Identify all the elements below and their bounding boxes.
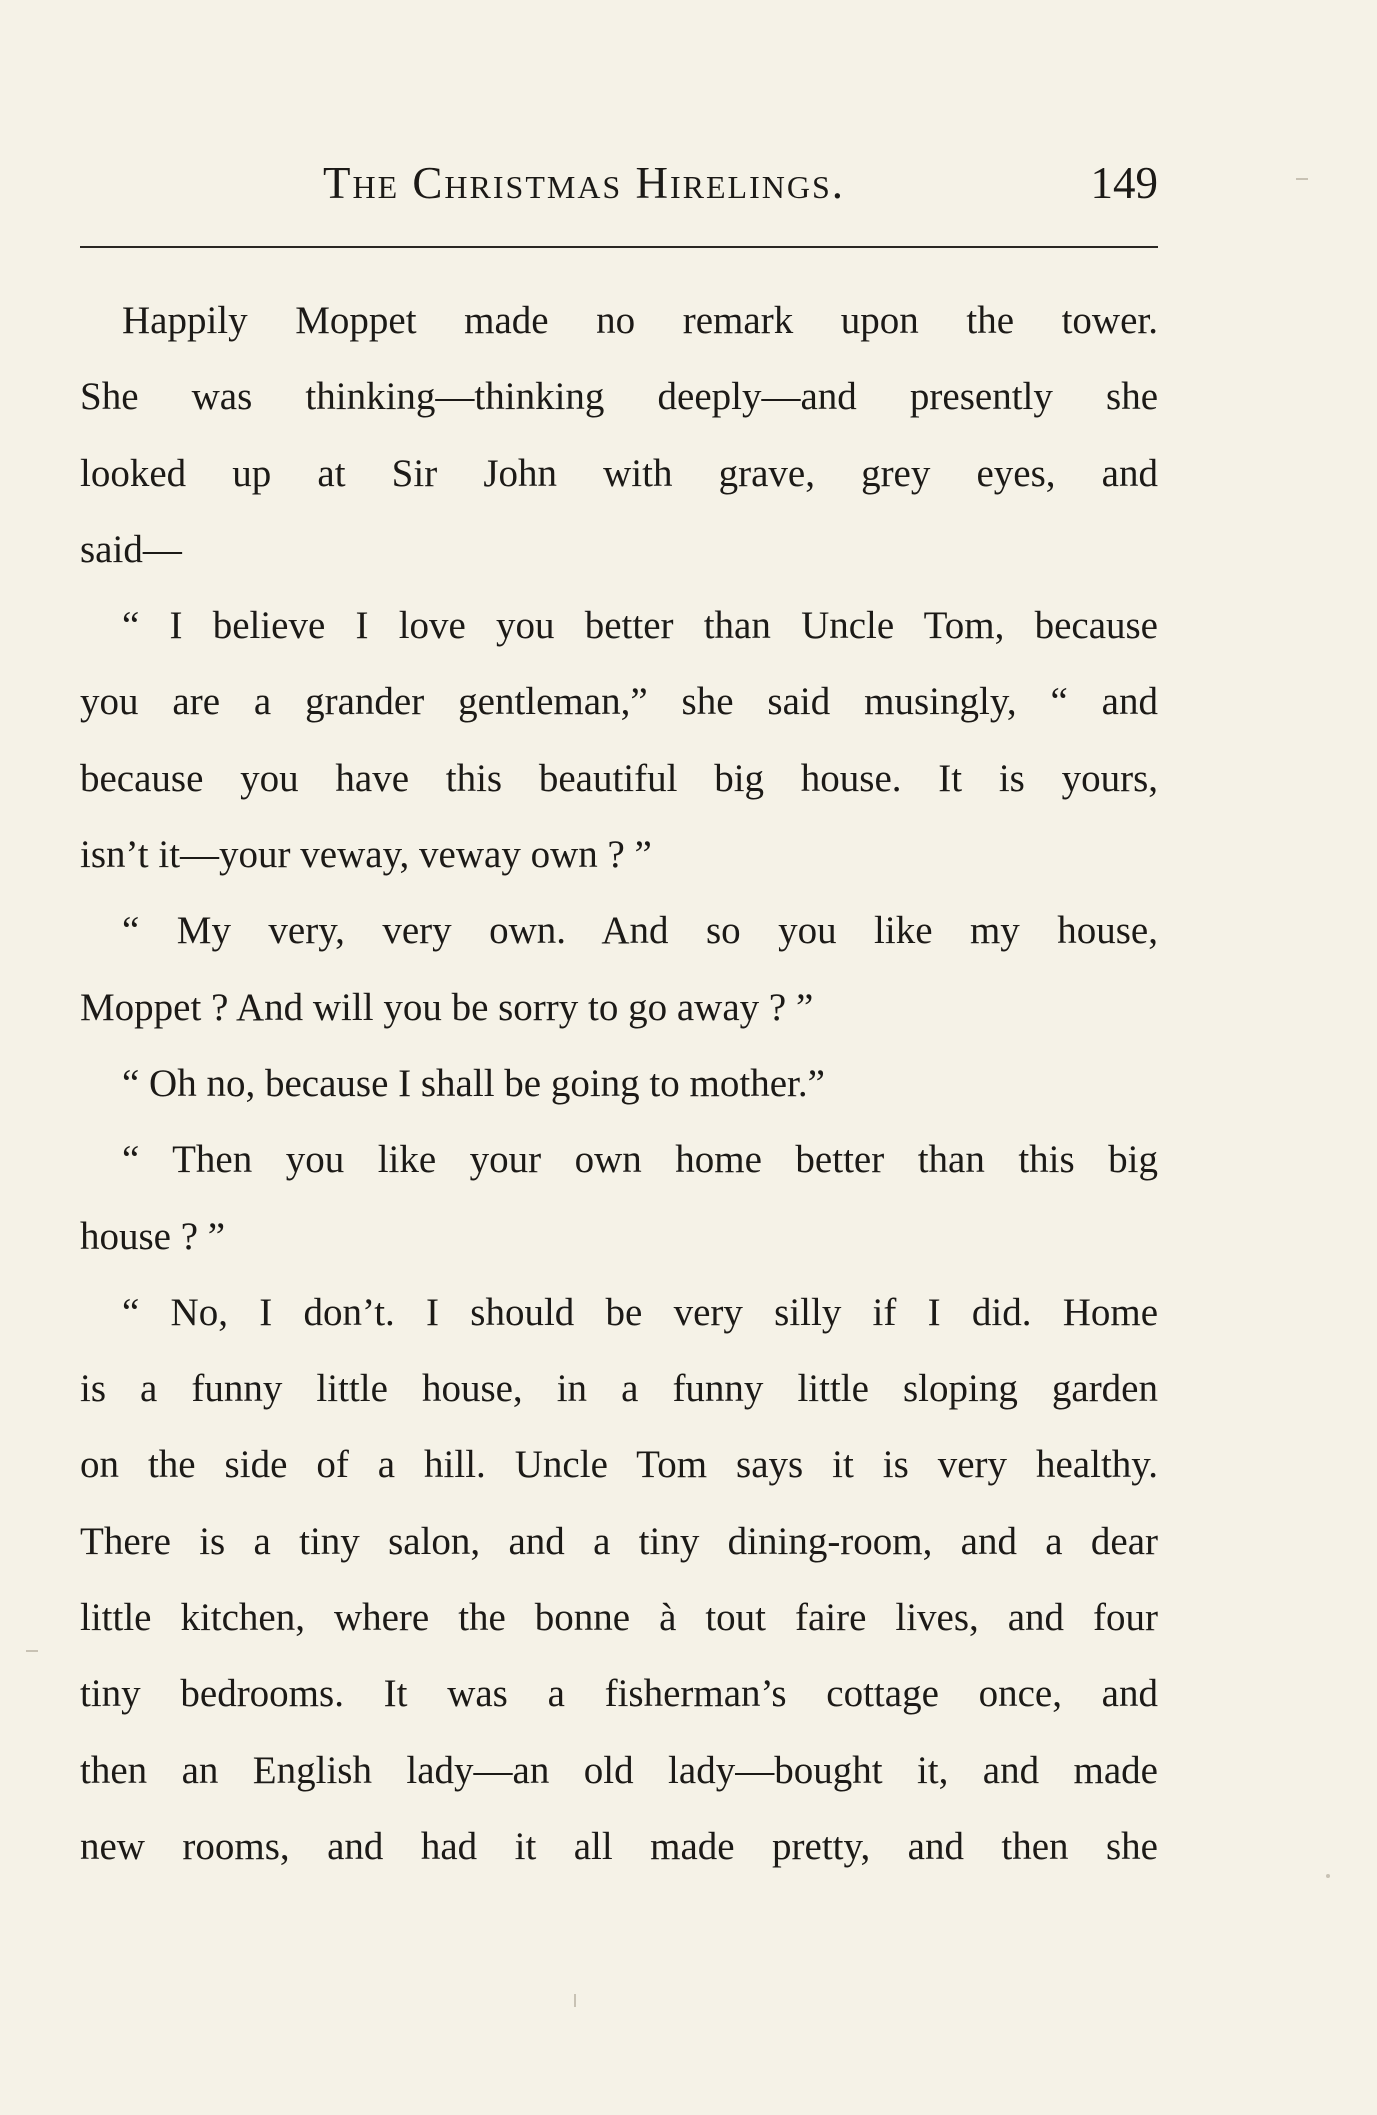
text-line: on the side of a hill. Uncle Tom says it is very healthy.	[80, 1443, 1158, 1487]
text-line: because you have this beautiful big house. It is yours,	[80, 756, 1158, 800]
text-line: “ I believe I love you better than Uncle Tom, because	[122, 604, 1158, 648]
text-line: There is a tiny salon, and a tiny dining-room, and a dear	[80, 1519, 1158, 1563]
scan-speck	[574, 1994, 576, 2007]
text-line: “ Then you like your own home better than this big	[122, 1138, 1158, 1182]
text-line: is a funny little house, in a funny little sloping garden	[80, 1367, 1158, 1411]
page-number: 149	[1090, 158, 1158, 208]
header-rule	[80, 246, 1158, 248]
text-line: you are a grander gentleman,” she said musingly, “ and	[80, 680, 1158, 724]
scan-speck	[1296, 178, 1308, 180]
text-line: then an English lady—an old lady—bought it, and made	[80, 1748, 1158, 1792]
text-line: “ Oh no, because I shall be going to mother.”	[122, 1061, 825, 1105]
text-line: looked up at Sir John with grave, grey eyes, and	[80, 451, 1158, 495]
body-text	[80, 283, 1158, 1885]
text-line: little kitchen, where the bonne à tout faire lives, and four	[80, 1596, 1158, 1640]
scan-speck	[26, 1650, 38, 1652]
text-line: She was thinking—thinking deeply—and presently she	[80, 375, 1158, 419]
text-line: Moppet ? And will you be sorry to go away ? ”	[80, 985, 814, 1029]
page-header	[80, 148, 1158, 218]
text-line: “ No, I don’t. I should be very silly if I did. Home	[122, 1290, 1158, 1334]
text-line: isn’t it—your veway, veway own ? ”	[80, 833, 652, 877]
scan-speck	[1326, 1874, 1330, 1878]
text-line: said—	[80, 527, 182, 571]
text-line: new rooms, and had it all made pretty, and then she	[80, 1824, 1158, 1868]
text-line: house ? ”	[80, 1214, 226, 1258]
text-line: Happily Moppet made no remark upon the tower.	[122, 299, 1158, 342]
running-title: The Christmas Hirelings.	[323, 158, 845, 208]
text-line: tiny bedrooms. It was a fisherman’s cottage once, and	[80, 1672, 1158, 1716]
text-line: “ My very, very own. And so you like my house,	[122, 909, 1158, 953]
